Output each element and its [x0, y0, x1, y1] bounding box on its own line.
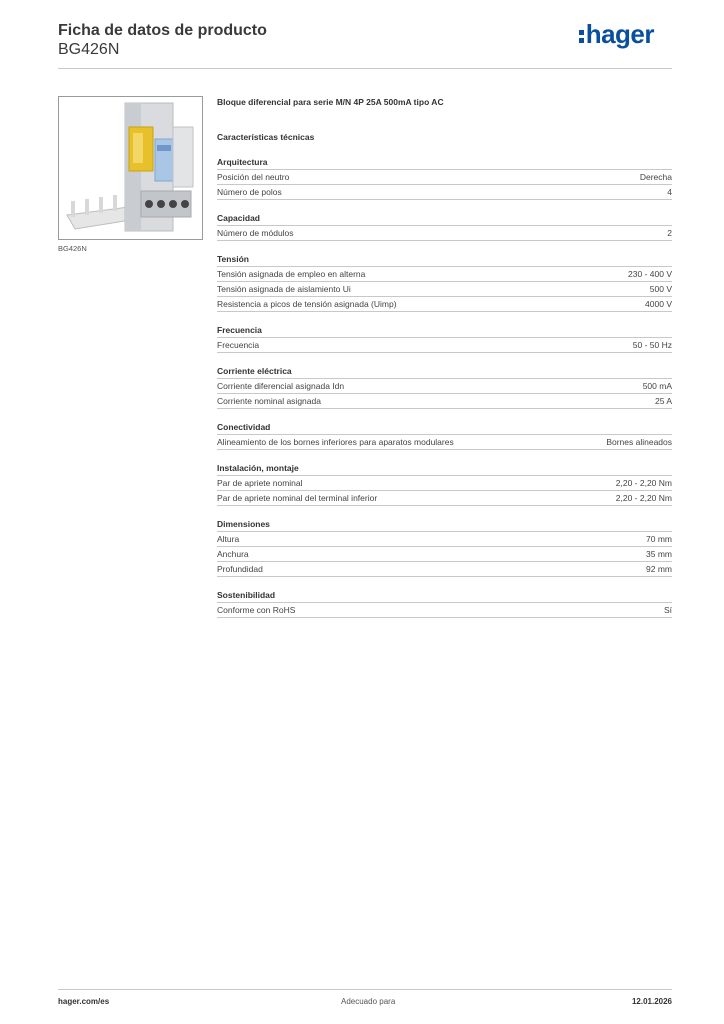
- footer-website: hager.com/es: [58, 997, 110, 1006]
- spec-label: Altura: [217, 534, 240, 544]
- spec-value: 70 mm: [646, 534, 672, 544]
- footer-date: 12.01.2026: [631, 997, 672, 1006]
- spec-row: [217, 267, 672, 282]
- spec-value: 4: [667, 187, 672, 197]
- spec-value: 2,20 - 2,20 Nm: [615, 493, 672, 503]
- logo-dots-icon: [579, 30, 584, 43]
- spec-label: Frecuencia: [217, 340, 260, 350]
- spec-value: Sí: [663, 605, 672, 615]
- spec-label: Número de módulos: [217, 228, 294, 238]
- spec-group-title: Corriente eléctrica: [217, 365, 672, 379]
- spec-group-title: Tensión: [217, 253, 672, 267]
- product-image: [58, 96, 203, 240]
- product-description: Bloque diferencial para serie M/N 4P 25A 500mA tipo AC: [217, 97, 444, 107]
- spec-value: 230 - 400 V: [628, 269, 672, 279]
- spec-row: [217, 476, 672, 491]
- spec-group-title: Capacidad: [217, 212, 672, 226]
- spec-value: Bornes alineados: [606, 437, 672, 447]
- brand-name: hager: [585, 18, 654, 49]
- spec-group-title: Instalación, montaje: [217, 462, 672, 476]
- spec-value: 2,20 - 2,20 Nm: [615, 478, 672, 488]
- spec-group-title: Arquitectura: [217, 156, 672, 170]
- spec-label: Posición del neutro: [217, 172, 290, 182]
- spec-row: [217, 603, 672, 618]
- spec-label: Corriente diferencial asignada Idn: [217, 381, 345, 391]
- spec-label: Par de apriete nominal: [217, 478, 303, 488]
- spec-value: 50 - 50 Hz: [632, 340, 672, 350]
- spec-value: 35 mm: [646, 549, 672, 559]
- spec-group-title: Conectividad: [217, 421, 672, 435]
- document-title: Ficha de datos de producto: [58, 22, 267, 39]
- spec-label: Corriente nominal asignada: [217, 396, 321, 406]
- spec-label: Conforme con RoHS: [217, 605, 296, 615]
- spec-row: [217, 379, 672, 394]
- spec-group-title: Frecuencia: [217, 324, 672, 338]
- spec-label: Profundidad: [217, 564, 263, 574]
- spec-row: [217, 297, 672, 312]
- spec-value: Derecha: [639, 172, 672, 182]
- spec-row: [217, 282, 672, 297]
- spec-label: Anchura: [217, 549, 249, 559]
- spec-groups: [217, 156, 672, 618]
- section-title: Características técnicas: [217, 132, 315, 142]
- page-header: [58, 20, 672, 70]
- spec-group-title: Sostenibilidad: [217, 589, 672, 603]
- footer-divider: [58, 989, 672, 990]
- image-caption: BG426N: [58, 244, 87, 253]
- product-code: BG426N: [58, 41, 120, 58]
- header-divider: [58, 68, 672, 69]
- spec-label: Tensión asignada de empleo en alterna: [217, 269, 366, 279]
- spec-row: [217, 547, 672, 562]
- spec-row: [217, 226, 672, 241]
- technical-specs: [217, 96, 672, 618]
- spec-value: 500 mA: [642, 381, 672, 391]
- spec-row: [217, 435, 672, 450]
- spec-group-title: Dimensiones: [217, 518, 672, 532]
- spec-value: 4000 V: [645, 299, 672, 309]
- spec-value: 92 mm: [646, 564, 672, 574]
- spec-row: [217, 185, 672, 200]
- spec-label: Número de polos: [217, 187, 282, 197]
- spec-value: 25 A: [654, 396, 672, 406]
- spec-value: 2: [667, 228, 672, 238]
- spec-row: [217, 394, 672, 409]
- spec-label: Par de apriete nominal del terminal inferior: [217, 493, 378, 503]
- residual-current-block-illustration: [59, 97, 202, 239]
- spec-row: [217, 491, 672, 506]
- spec-row: [217, 562, 672, 577]
- spec-row: [217, 338, 672, 353]
- spec-row: [217, 170, 672, 185]
- spec-value: 500 V: [649, 284, 672, 294]
- spec-label: Alineamiento de los bornes inferiores para aparatos modulares: [217, 437, 454, 447]
- spec-label: Tensión asignada de aislamiento Ui: [217, 284, 351, 294]
- spec-label: Resistencia a picos de tensión asignada (Uimp): [217, 299, 397, 309]
- hager-logo: [579, 20, 654, 48]
- footer-suitable-for: Adecuado para: [341, 997, 396, 1006]
- spec-row: [217, 532, 672, 547]
